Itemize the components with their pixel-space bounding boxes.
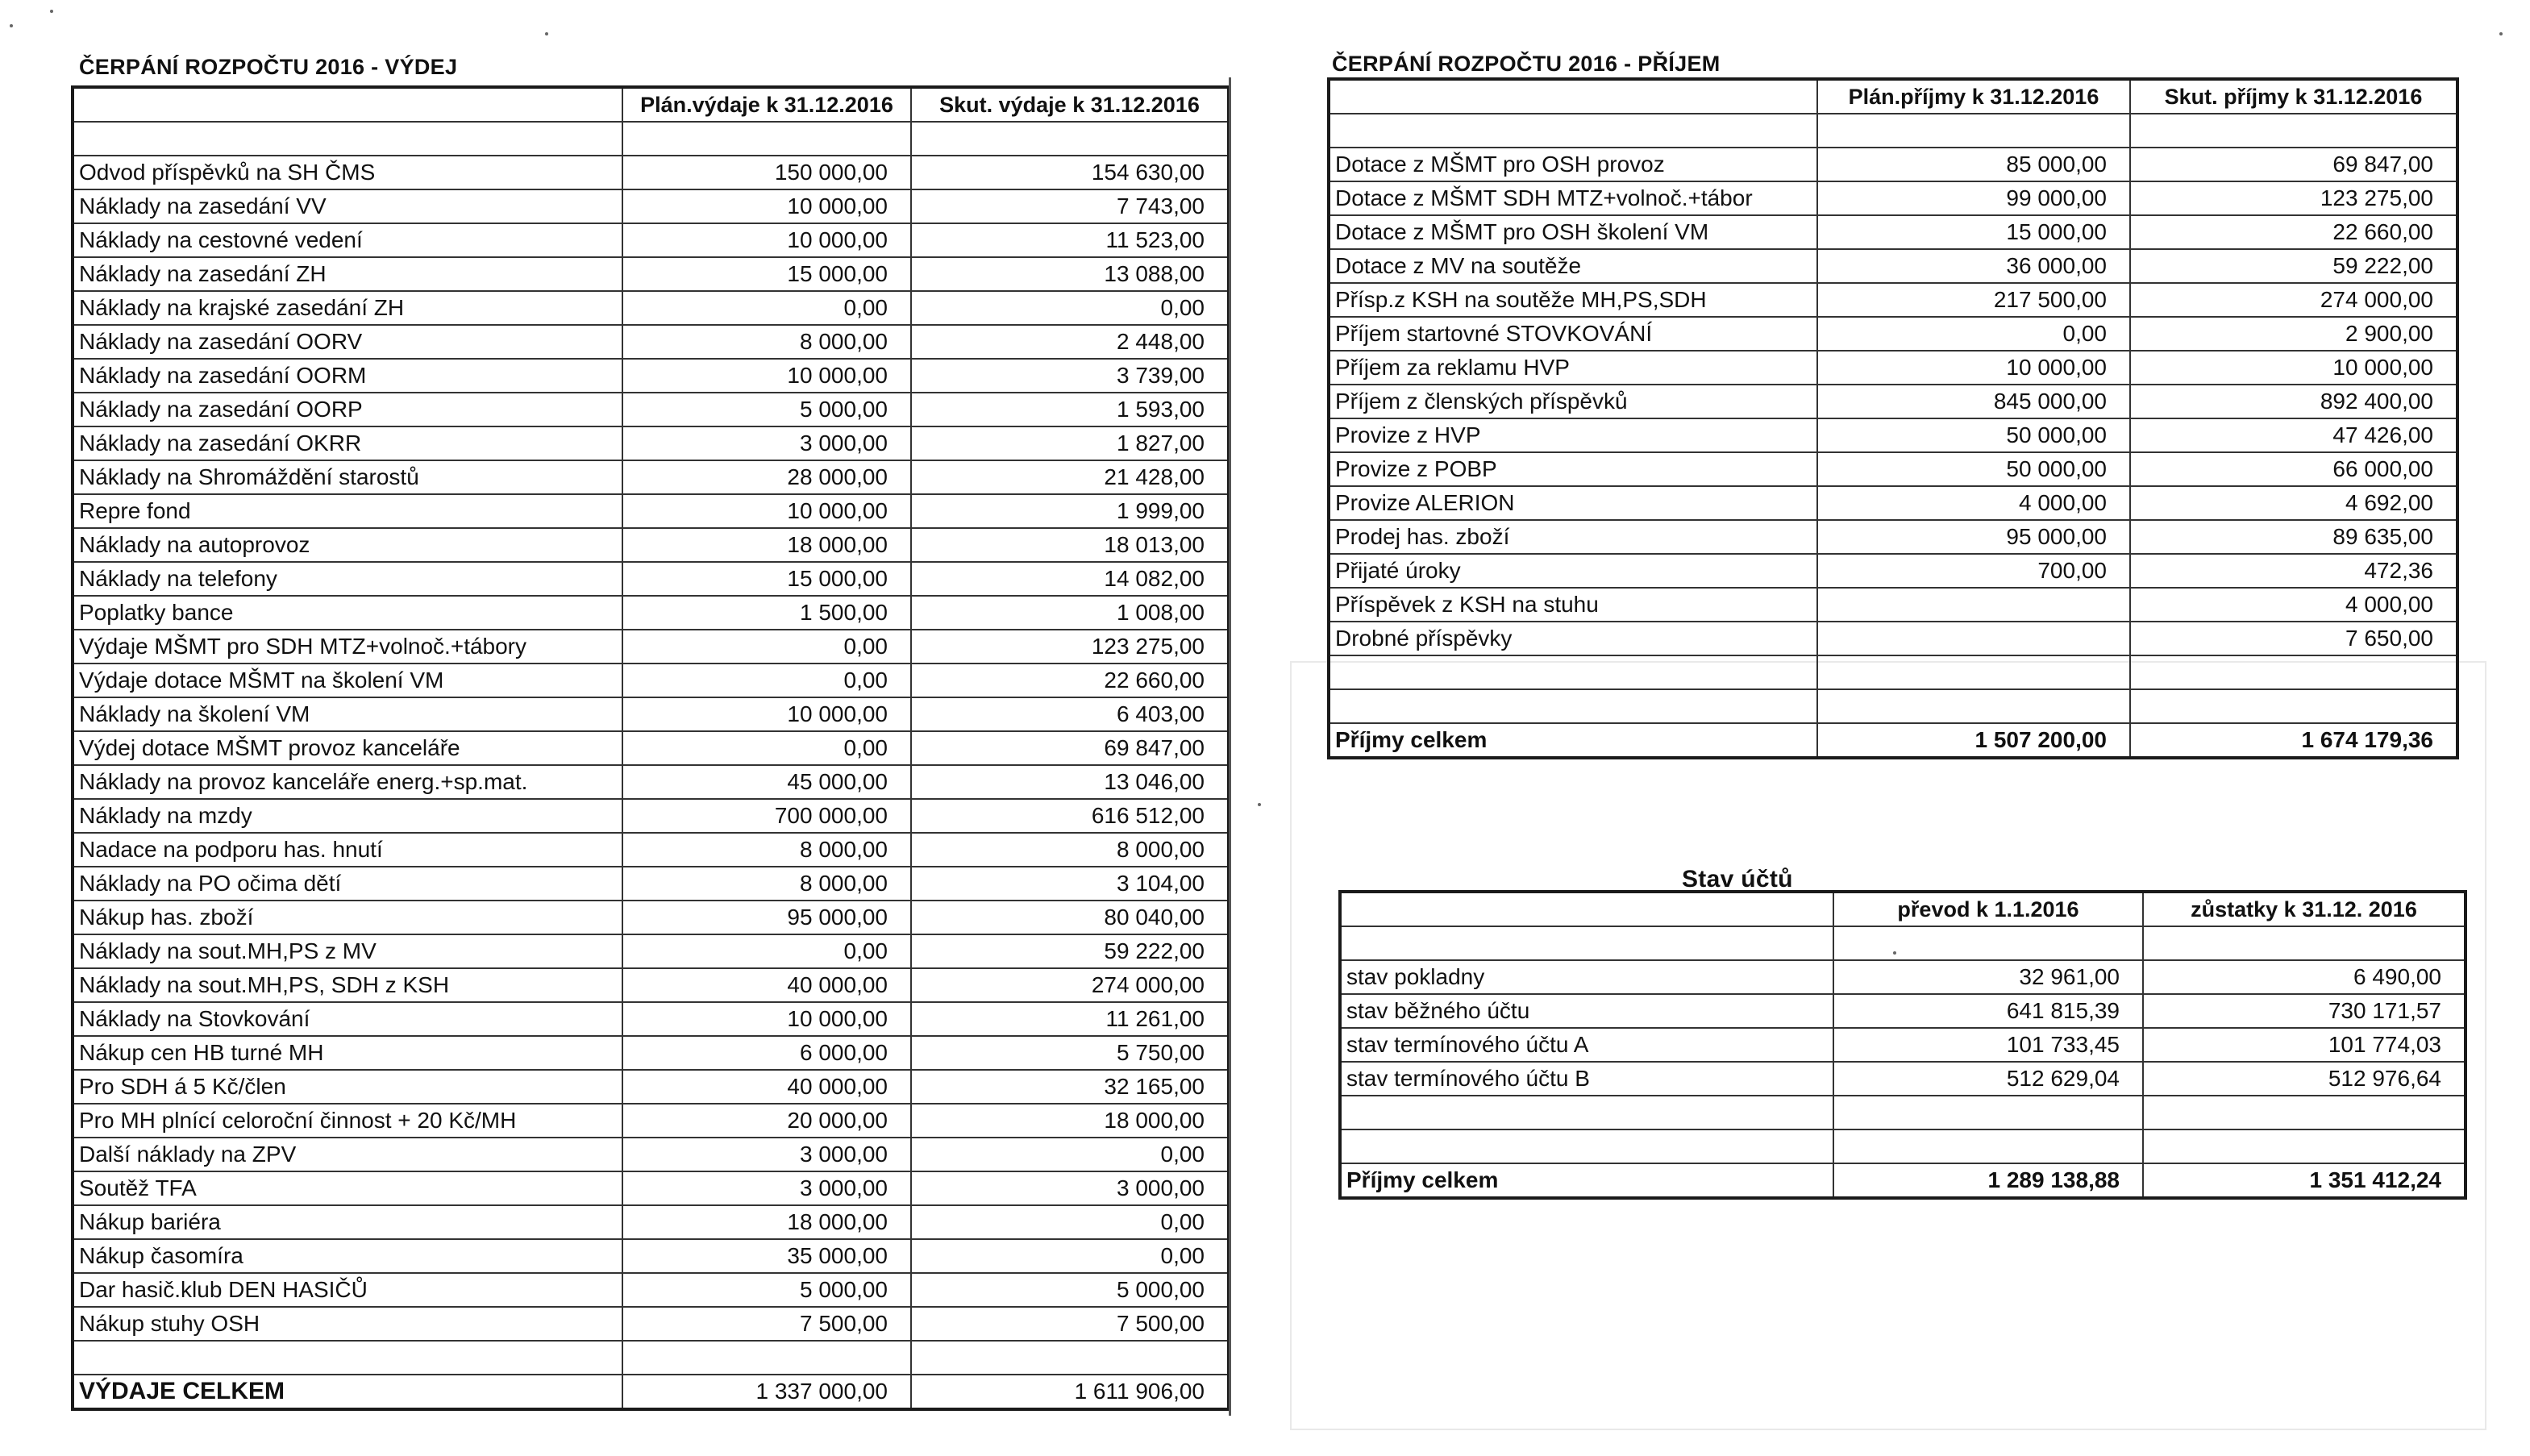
item-label: stav běžného účtu	[1340, 994, 1833, 1028]
item-label: Odvod příspěvků na SH ČMS	[73, 156, 622, 189]
plan-value: 101 733,45	[1833, 1028, 2143, 1062]
accounts-total-actual: 1 351 412,24	[2143, 1163, 2466, 1198]
item-label: Dar hasič.klub DEN HASIČŮ	[73, 1273, 622, 1307]
expense-row	[73, 1002, 1229, 1036]
plan-value: 36 000,00	[1817, 249, 2130, 283]
plan-value: 641 815,39	[1833, 994, 2143, 1028]
actual-value: 0,00	[911, 1205, 1229, 1239]
actual-value: 0,00	[911, 291, 1229, 325]
expense-row	[73, 359, 1229, 393]
plan-value: 8 000,00	[622, 833, 911, 867]
actual-value: 7 650,00	[2130, 622, 2457, 655]
spacer-row	[73, 1341, 1229, 1375]
income-table	[1327, 77, 2459, 759]
plan-value: 4 000,00	[1817, 486, 2130, 520]
actual-value: 7 743,00	[911, 189, 1229, 223]
income-row	[1329, 554, 2457, 588]
plan-value: 0,00	[622, 934, 911, 968]
plan-value: 7 500,00	[622, 1307, 911, 1341]
income-total-label: Příjmy celkem	[1329, 723, 1817, 758]
actual-value: 13 046,00	[911, 765, 1229, 799]
actual-value: 22 660,00	[2130, 215, 2457, 249]
accounts-item-header	[1340, 892, 1833, 926]
item-label: Náklady na zasedání OKRR	[73, 426, 622, 460]
income-row	[1329, 317, 2457, 351]
actual-value: 154 630,00	[911, 156, 1229, 189]
spacer-row	[1340, 1129, 2466, 1163]
item-label: Nákup bariéra	[73, 1205, 622, 1239]
plan-value: 95 000,00	[1817, 520, 2130, 554]
plan-value: 3 000,00	[622, 1138, 911, 1171]
expenses-total-label: VÝDAJE CELKEM	[73, 1375, 622, 1409]
accounts-title: Stav účtů	[1682, 866, 1793, 892]
account-row	[1340, 960, 2466, 994]
actual-value: 13 088,00	[911, 257, 1229, 291]
item-label: Náklady na PO očima dětí	[73, 867, 622, 901]
actual-value: 472,36	[2130, 554, 2457, 588]
income-total-plan: 1 507 200,00	[1817, 723, 2130, 758]
expense-row	[73, 630, 1229, 664]
plan-value: 0,00	[622, 664, 911, 697]
item-label: Prodej has. zboží	[1329, 520, 1817, 554]
item-label: Provize z HVP	[1329, 418, 1817, 452]
item-label: Příjem za reklamu HVP	[1329, 351, 1817, 385]
expense-row	[73, 562, 1229, 596]
item-label: Další náklady na ZPV	[73, 1138, 622, 1171]
actual-value: 21 428,00	[911, 460, 1229, 494]
item-label: Přísp.z KSH na soutěže MH,PS,SDH	[1329, 283, 1817, 317]
expenses-total-row	[73, 1375, 1229, 1409]
item-label: Náklady na mzdy	[73, 799, 622, 833]
expense-row	[73, 901, 1229, 934]
actual-value: 69 847,00	[2130, 148, 2457, 181]
accounts-actual-header: zůstatky k 31.12. 2016	[2143, 892, 2466, 926]
item-label: Přijaté úroky	[1329, 554, 1817, 588]
plan-value: 10 000,00	[622, 359, 911, 393]
plan-value: 32 961,00	[1833, 960, 2143, 994]
spacer-row	[1340, 1096, 2466, 1129]
item-label: Provize z POBP	[1329, 452, 1817, 486]
plan-value: 217 500,00	[1817, 283, 2130, 317]
accounts-total-plan: 1 289 138,88	[1833, 1163, 2143, 1198]
expense-row	[73, 1138, 1229, 1171]
item-label: stav termínového účtu A	[1340, 1028, 1833, 1062]
item-label: Poplatky bance	[73, 596, 622, 630]
plan-value: 45 000,00	[622, 765, 911, 799]
expense-row	[73, 426, 1229, 460]
account-row	[1340, 1062, 2466, 1096]
account-row	[1340, 994, 2466, 1028]
plan-value: 10 000,00	[1817, 351, 2130, 385]
item-label: Náklady na zasedání OORV	[73, 325, 622, 359]
actual-value: 47 426,00	[2130, 418, 2457, 452]
income-title: ČERPÁNÍ ROZPOČTU 2016 - PŘÍJEM	[1332, 52, 1721, 76]
actual-value: 18 000,00	[911, 1104, 1229, 1138]
expense-row	[73, 664, 1229, 697]
actual-value: 1 827,00	[911, 426, 1229, 460]
income-item-header	[1329, 79, 1817, 114]
plan-value: 20 000,00	[622, 1104, 911, 1138]
plan-value: 5 000,00	[622, 1273, 911, 1307]
expense-row	[73, 1070, 1229, 1104]
item-label: Náklady na sout.MH,PS z MV	[73, 934, 622, 968]
expense-row	[73, 1171, 1229, 1205]
item-label: Příspěvek z KSH na stuhu	[1329, 588, 1817, 622]
income-row	[1329, 283, 2457, 317]
income-header-row	[1329, 79, 2457, 114]
plan-value: 95 000,00	[622, 901, 911, 934]
actual-value: 274 000,00	[911, 968, 1229, 1002]
plan-value: 15 000,00	[622, 562, 911, 596]
scan-speck	[50, 10, 53, 13]
page-divider-line	[1229, 77, 1231, 1416]
actual-value: 0,00	[911, 1239, 1229, 1273]
expense-row	[73, 223, 1229, 257]
income-row	[1329, 148, 2457, 181]
item-label: Náklady na zasedání OORM	[73, 359, 622, 393]
expense-row	[73, 1205, 1229, 1239]
actual-value: 101 774,03	[2143, 1028, 2466, 1062]
plan-value	[1817, 588, 2130, 622]
item-label: Nákup stuhy OSH	[73, 1307, 622, 1341]
actual-value: 3 739,00	[911, 359, 1229, 393]
item-label: Drobné příspěvky	[1329, 622, 1817, 655]
item-label: Nadace na podporu has. hnutí	[73, 833, 622, 867]
actual-value: 69 847,00	[911, 731, 1229, 765]
actual-value: 1 008,00	[911, 596, 1229, 630]
expense-row	[73, 1307, 1229, 1341]
actual-value: 7 500,00	[911, 1307, 1229, 1341]
actual-value: 892 400,00	[2130, 385, 2457, 418]
item-label: Náklady na autoprovoz	[73, 528, 622, 562]
actual-value: 11 261,00	[911, 1002, 1229, 1036]
item-label: Pro SDH á 5 Kč/člen	[73, 1070, 622, 1104]
plan-value: 3 000,00	[622, 1171, 911, 1205]
item-label: Náklady na telefony	[73, 562, 622, 596]
scan-speck	[545, 32, 548, 35]
actual-value: 6 403,00	[911, 697, 1229, 731]
actual-value: 5 000,00	[911, 1273, 1229, 1307]
income-row	[1329, 249, 2457, 283]
expense-row	[73, 291, 1229, 325]
account-row	[1340, 1028, 2466, 1062]
expense-row	[73, 460, 1229, 494]
expenses-total-actual: 1 611 906,00	[911, 1375, 1229, 1409]
actual-value: 3 104,00	[911, 867, 1229, 901]
item-label: Nákup has. zboží	[73, 901, 622, 934]
plan-value: 0,00	[622, 630, 911, 664]
income-total-actual: 1 674 179,36	[2130, 723, 2457, 758]
income-row	[1329, 622, 2457, 655]
expense-row	[73, 934, 1229, 968]
item-label: Náklady na zasedání OORP	[73, 393, 622, 426]
plan-value: 10 000,00	[622, 223, 911, 257]
actual-value: 2 448,00	[911, 325, 1229, 359]
expenses-total-plan: 1 337 000,00	[622, 1375, 911, 1409]
expenses-title: ČERPÁNÍ ROZPOČTU 2016 - VÝDEJ	[79, 55, 458, 79]
expenses-header-row	[73, 87, 1229, 122]
plan-value: 8 000,00	[622, 325, 911, 359]
actual-value: 512 976,64	[2143, 1062, 2466, 1096]
actual-value: 616 512,00	[911, 799, 1229, 833]
plan-value: 10 000,00	[622, 1002, 911, 1036]
scan-speck	[10, 24, 13, 27]
plan-value: 85 000,00	[1817, 148, 2130, 181]
actual-value: 1 999,00	[911, 494, 1229, 528]
plan-value: 512 629,04	[1833, 1062, 2143, 1096]
plan-value: 40 000,00	[622, 1070, 911, 1104]
expense-row	[73, 596, 1229, 630]
expense-row	[73, 257, 1229, 291]
plan-value: 700,00	[1817, 554, 2130, 588]
plan-value: 8 000,00	[622, 867, 911, 901]
spacer-row	[73, 122, 1229, 156]
item-label: Příjem startovné STOVKOVÁNÍ	[1329, 317, 1817, 351]
plan-value: 0,00	[1817, 317, 2130, 351]
actual-value: 89 635,00	[2130, 520, 2457, 554]
actual-value: 80 040,00	[911, 901, 1229, 934]
item-label: Výdaje dotace MŠMT na školení VM	[73, 664, 622, 697]
accounts-total-row	[1340, 1163, 2466, 1198]
expense-row	[73, 731, 1229, 765]
item-label: Dotace z MŠMT pro OSH provoz	[1329, 148, 1817, 181]
plan-value: 40 000,00	[622, 968, 911, 1002]
item-label: Náklady na zasedání VV	[73, 189, 622, 223]
item-label: Náklady na sout.MH,PS, SDH z KSH	[73, 968, 622, 1002]
income-row	[1329, 215, 2457, 249]
plan-value: 18 000,00	[622, 1205, 911, 1239]
plan-value: 15 000,00	[1817, 215, 2130, 249]
expense-row	[73, 528, 1229, 562]
income-plan-header: Plán.příjmy k 31.12.2016	[1817, 79, 2130, 114]
plan-value: 5 000,00	[622, 393, 911, 426]
plan-value	[1817, 622, 2130, 655]
actual-value: 8 000,00	[911, 833, 1229, 867]
accounts-total-label: Příjmy celkem	[1340, 1163, 1833, 1198]
item-label: Dotace z MŠMT SDH MTZ+volnoč.+tábor	[1329, 181, 1817, 215]
income-row	[1329, 452, 2457, 486]
income-row	[1329, 385, 2457, 418]
item-label: Provize ALERION	[1329, 486, 1817, 520]
item-label: Dotace z MŠMT pro OSH školení VM	[1329, 215, 1817, 249]
expense-row	[73, 765, 1229, 799]
income-row	[1329, 418, 2457, 452]
income-row	[1329, 588, 2457, 622]
actual-value: 14 082,00	[911, 562, 1229, 596]
expense-row	[73, 1239, 1229, 1273]
plan-value: 0,00	[622, 731, 911, 765]
plan-value: 150 000,00	[622, 156, 911, 189]
actual-value: 59 222,00	[2130, 249, 2457, 283]
actual-value: 1 593,00	[911, 393, 1229, 426]
item-label: stav termínového účtu B	[1340, 1062, 1833, 1096]
actual-value: 10 000,00	[2130, 351, 2457, 385]
expense-row	[73, 325, 1229, 359]
expenses-actual-header: Skut. výdaje k 31.12.2016	[911, 87, 1229, 122]
item-label: Náklady na cestovné vedení	[73, 223, 622, 257]
actual-value: 4 692,00	[2130, 486, 2457, 520]
item-label: Pro MH plnící celoroční činnost + 20 Kč/MH	[73, 1104, 622, 1138]
item-label: Nákup časomíra	[73, 1239, 622, 1273]
plan-value: 99 000,00	[1817, 181, 2130, 215]
income-row	[1329, 181, 2457, 215]
item-label: Náklady na provoz kanceláře energ.+sp.mat.	[73, 765, 622, 799]
spacer-row	[1329, 114, 2457, 148]
actual-value: 123 275,00	[2130, 181, 2457, 215]
item-label: Repre fond	[73, 494, 622, 528]
expenses-item-header	[73, 87, 622, 122]
expense-row	[73, 189, 1229, 223]
plan-value: 700 000,00	[622, 799, 911, 833]
item-label: Náklady na Stovkování	[73, 1002, 622, 1036]
plan-value: 3 000,00	[622, 426, 911, 460]
plan-value: 50 000,00	[1817, 418, 2130, 452]
actual-value: 59 222,00	[911, 934, 1229, 968]
expense-row	[73, 697, 1229, 731]
income-row	[1329, 351, 2457, 385]
plan-value: 10 000,00	[622, 697, 911, 731]
actual-value: 32 165,00	[911, 1070, 1229, 1104]
plan-value: 845 000,00	[1817, 385, 2130, 418]
plan-value: 10 000,00	[622, 494, 911, 528]
actual-value: 5 750,00	[911, 1036, 1229, 1070]
income-actual-header: Skut. příjmy k 31.12.2016	[2130, 79, 2457, 114]
accounts-table	[1338, 890, 2467, 1200]
actual-value: 3 000,00	[911, 1171, 1229, 1205]
plan-value: 15 000,00	[622, 257, 911, 291]
actual-value: 4 000,00	[2130, 588, 2457, 622]
item-label: Soutěž TFA	[73, 1171, 622, 1205]
actual-value: 2 900,00	[2130, 317, 2457, 351]
plan-value: 35 000,00	[622, 1239, 911, 1273]
actual-value: 22 660,00	[911, 664, 1229, 697]
item-label: Příjem z členských příspěvků	[1329, 385, 1817, 418]
item-label: Výdej dotace MŠMT provoz kanceláře	[73, 731, 622, 765]
expense-row	[73, 968, 1229, 1002]
expense-row	[73, 1104, 1229, 1138]
actual-value: 6 490,00	[2143, 960, 2466, 994]
plan-value: 6 000,00	[622, 1036, 911, 1070]
expense-row	[73, 799, 1229, 833]
actual-value: 274 000,00	[2130, 283, 2457, 317]
plan-value: 0,00	[622, 291, 911, 325]
item-label: Nákup cen HB turné MH	[73, 1036, 622, 1070]
income-total-row	[1329, 723, 2457, 758]
income-row	[1329, 520, 2457, 554]
income-row	[1329, 486, 2457, 520]
item-label: Náklady na krajské zasedání ZH	[73, 291, 622, 325]
expense-row	[73, 393, 1229, 426]
item-label: stav pokladny	[1340, 960, 1833, 994]
actual-value: 123 275,00	[911, 630, 1229, 664]
expense-row	[73, 833, 1229, 867]
item-label: Náklady na Shromáždění starostů	[73, 460, 622, 494]
expense-row	[73, 1036, 1229, 1070]
item-label: Náklady na školení VM	[73, 697, 622, 731]
accounts-header-row	[1340, 892, 2466, 926]
accounts-plan-header: převod k 1.1.2016	[1833, 892, 2143, 926]
actual-value: 730 171,57	[2143, 994, 2466, 1028]
scan-speck	[1258, 803, 1261, 806]
spacer-row	[1340, 926, 2466, 960]
plan-value: 10 000,00	[622, 189, 911, 223]
plan-value: 1 500,00	[622, 596, 911, 630]
item-label: Náklady na zasedání ZH	[73, 257, 622, 291]
plan-value: 18 000,00	[622, 528, 911, 562]
plan-value: 28 000,00	[622, 460, 911, 494]
scan-speck	[2499, 32, 2503, 35]
expenses-plan-header: Plán.výdaje k 31.12.2016	[622, 87, 911, 122]
expense-row	[73, 867, 1229, 901]
actual-value: 0,00	[911, 1138, 1229, 1171]
actual-value: 18 013,00	[911, 528, 1229, 562]
item-label: Dotace z MV na soutěže	[1329, 249, 1817, 283]
actual-value: 11 523,00	[911, 223, 1229, 257]
spacer-row	[1329, 689, 2457, 723]
item-label: Výdaje MŠMT pro SDH MTZ+volnoč.+tábory	[73, 630, 622, 664]
plan-value: 50 000,00	[1817, 452, 2130, 486]
expenses-table	[71, 85, 1230, 1411]
expense-row	[73, 1273, 1229, 1307]
actual-value: 66 000,00	[2130, 452, 2457, 486]
spacer-row	[1329, 655, 2457, 689]
expense-row	[73, 156, 1229, 189]
expense-row	[73, 494, 1229, 528]
